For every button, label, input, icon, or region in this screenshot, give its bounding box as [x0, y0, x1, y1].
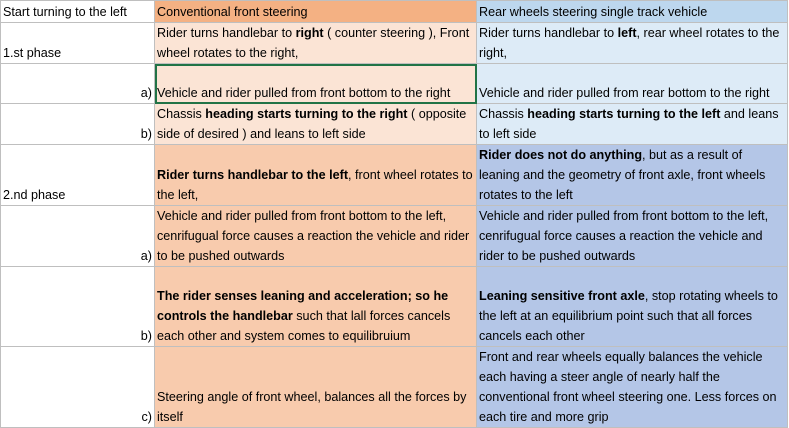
rear-steering-cell[interactable]	[477, 267, 788, 347]
table-row	[1, 206, 788, 267]
text-run: ( counter steering ), Front wheel rotates to the right,	[157, 26, 470, 60]
conventional-cell[interactable]	[155, 206, 477, 267]
text-run: Vehicle and rider pulled from front bottom to the left, cenrifugual force causes a reaction the vehicle and rider to be pushed outwards	[157, 209, 470, 263]
text-run: Chassis	[479, 107, 528, 121]
bold-text-run: right	[295, 26, 324, 40]
text-run: Vehicle and rider pulled from rear bottom to the right	[479, 86, 770, 100]
header-cell-conventional[interactable]: Conventional front steering	[155, 1, 477, 23]
row-label-cell[interactable]: 1.st phase	[1, 23, 155, 64]
rear-steering-cell[interactable]	[477, 145, 788, 206]
text-run: , rear wheel rotates to the right,	[479, 26, 780, 60]
conventional-cell[interactable]	[155, 145, 477, 206]
conventional-cell[interactable]	[155, 347, 477, 428]
row-label-cell[interactable]: 2.nd phase	[1, 145, 155, 206]
text-run: and leans to left side	[479, 107, 779, 141]
header-cell-scenario[interactable]: Start turning to the left	[1, 1, 155, 23]
conventional-cell[interactable]	[155, 104, 477, 145]
header-cell-rear-steering[interactable]: Rear wheels steering single track vehicle	[477, 1, 788, 23]
table-row	[1, 104, 788, 145]
text-run: Rider turns handlebar to	[157, 26, 296, 40]
text-run: Chassis	[157, 107, 206, 121]
conventional-cell[interactable]	[155, 64, 477, 104]
bold-text-run: Leaning sensitive front axle	[479, 289, 645, 303]
rear-steering-cell[interactable]	[477, 206, 788, 267]
bold-text-run: Rider turns handlebar to the left	[157, 168, 349, 182]
text-run: Vehicle and rider pulled from front bottom to the right	[157, 86, 451, 100]
bold-text-run: heading starts turning to the right	[205, 107, 408, 121]
row-label-cell[interactable]: a)	[1, 64, 155, 104]
table-row	[1, 64, 788, 104]
table-row	[1, 145, 788, 206]
bold-text-run: heading starts turning to the left	[527, 107, 721, 121]
rear-steering-cell[interactable]	[477, 23, 788, 64]
text-run: Rider turns handlebar to	[479, 26, 618, 40]
bold-text-run: Rider does not do anything	[479, 148, 643, 162]
header-row	[1, 1, 788, 23]
rear-steering-cell[interactable]	[477, 64, 788, 104]
row-label-cell[interactable]: b)	[1, 267, 155, 347]
table-row	[1, 23, 788, 64]
row-label-cell[interactable]: b)	[1, 104, 155, 145]
row-label-cell[interactable]: a)	[1, 206, 155, 267]
text-run: ( opposite side of desired ) and leans to left side	[157, 107, 467, 141]
text-run: Steering angle of front wheel, balances all the forces by itself	[157, 390, 467, 424]
conventional-cell[interactable]	[155, 23, 477, 64]
table-row	[1, 347, 788, 428]
text-run: Front and rear wheels equally balances the vehicle each having a steer angle of nearly half the conventional front wheel steering one. Less forces on each tire and more grip	[479, 350, 777, 424]
table-row	[1, 267, 788, 347]
text-run: Vehicle and rider pulled from front bottom to the left, cenrifugual force causes a reaction the vehicle and rider to be pushed outwards	[479, 209, 769, 263]
bold-text-run: The rider senses leaning and acceleration; so he controls the handlebar	[157, 289, 449, 323]
text-run: such that lall forces cancels each other and system comes to equilibruium	[157, 309, 451, 343]
bold-text-run: left	[617, 26, 637, 40]
rear-steering-cell[interactable]	[477, 347, 788, 428]
rear-steering-cell[interactable]	[477, 104, 788, 145]
conventional-cell[interactable]	[155, 267, 477, 347]
text-run: , but as a result of leaning and the geometry of front axle, front wheels rotates to the left	[479, 148, 766, 202]
text-run: , stop rotating wheels to the left at an equilibrium point such that all forces cancels each other	[479, 289, 778, 343]
row-label-cell[interactable]: c)	[1, 347, 155, 428]
text-run: , front wheel rotates to the left,	[157, 168, 473, 202]
